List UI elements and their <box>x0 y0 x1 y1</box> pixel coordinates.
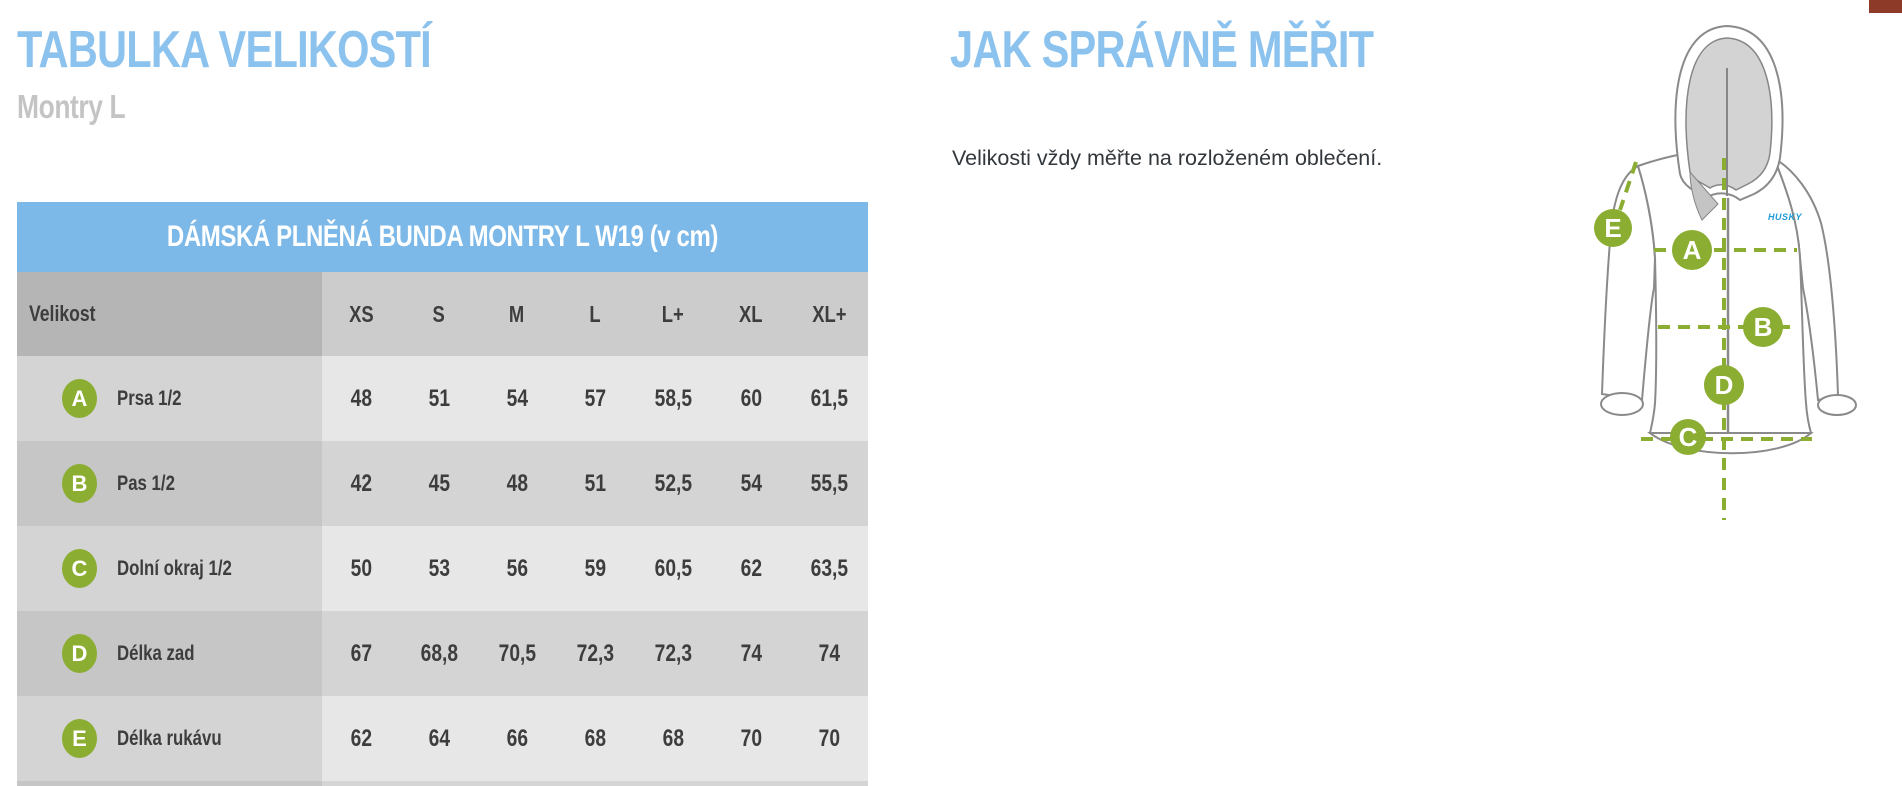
cell <box>634 696 712 781</box>
cell <box>322 696 400 781</box>
cell-text: 52,5 <box>654 469 692 497</box>
size-xlp <box>790 272 868 356</box>
measure-title-text: JAK SPRÁVNĚ MĚŘIT <box>950 21 1374 79</box>
cell-text: 67 <box>350 639 372 667</box>
jacket-hood-inner <box>1686 38 1772 190</box>
row-label: Dolní okraj 1/2 <box>117 556 232 580</box>
marker-badge-d: D <box>62 634 97 673</box>
cell <box>322 611 400 696</box>
cell-text: 60,5 <box>654 554 692 582</box>
diagram-badge-a-letter: A <box>1682 235 1702 265</box>
cell-text: 72,3 <box>576 639 614 667</box>
jacket-left-cuff <box>1601 393 1643 415</box>
jacket-measurement-diagram <box>1590 8 1895 548</box>
size-header-row <box>17 272 868 356</box>
cell-text: 50 <box>350 554 372 582</box>
size-s-text: S <box>432 300 446 327</box>
cell <box>556 441 634 526</box>
cell-text: 66 <box>506 724 528 752</box>
cell <box>478 356 556 441</box>
cell-text: 53 <box>428 554 450 582</box>
cell <box>790 526 868 611</box>
row-label: Délka rukávu <box>117 726 222 750</box>
cell <box>712 611 790 696</box>
cell-text: 54 <box>506 384 528 412</box>
table-row-pas <box>17 441 868 526</box>
cell <box>634 526 712 611</box>
size-l-text: L <box>589 300 601 327</box>
cell <box>400 696 478 781</box>
size-m <box>478 272 556 356</box>
page-title-text: TABULKA VELIKOSTÍ <box>17 21 431 79</box>
cell-text: 70 <box>740 724 762 752</box>
cell <box>556 611 634 696</box>
size-xs-text: XS <box>348 300 374 327</box>
marker-badge-b: B <box>62 464 97 503</box>
cell-text: 74 <box>740 639 762 667</box>
cell-text: 51 <box>584 469 606 497</box>
size-table <box>17 202 868 786</box>
table-row-delka-zad <box>17 611 868 696</box>
table-row-dolni-okraj <box>17 526 868 611</box>
cell <box>790 441 868 526</box>
size-s <box>400 272 478 356</box>
cutoff-label-col <box>17 781 322 786</box>
size-lp <box>634 272 712 356</box>
size-table-header <box>17 202 868 272</box>
cell-text: 60 <box>740 384 762 412</box>
cell-text: 48 <box>506 469 528 497</box>
cell-text: 70,5 <box>498 639 536 667</box>
measure-note: Velikosti vždy měřte na rozloženém oblečení. <box>952 146 1383 170</box>
cell-text: 58,5 <box>654 384 692 412</box>
page-title <box>17 22 534 78</box>
cell-text: 54 <box>740 469 762 497</box>
row-label: Délka zad <box>117 641 195 665</box>
cell <box>478 441 556 526</box>
diagram-badge-c-letter: C <box>1678 422 1698 452</box>
cell-text: 70 <box>818 724 840 752</box>
jacket-right-cuff <box>1818 395 1856 415</box>
cell-text: 64 <box>428 724 450 752</box>
product-subtitle <box>17 88 152 126</box>
cell <box>634 356 712 441</box>
cell <box>400 356 478 441</box>
row-label: Prsa 1/2 <box>117 386 182 410</box>
measure-title <box>950 22 1479 78</box>
row-label-cell <box>17 526 322 611</box>
row-label-cell <box>17 441 322 526</box>
cell-text: 45 <box>428 469 450 497</box>
cell-text: 62 <box>350 724 372 752</box>
row-label: Pas 1/2 <box>117 471 175 495</box>
cell <box>712 356 790 441</box>
marker-badge-a: A <box>62 379 97 418</box>
cell-text: 68,8 <box>420 639 458 667</box>
marker-badge-c: C <box>62 549 97 588</box>
size-table-title: DÁMSKÁ PLNĚNÁ BUNDA MONTRY L W19 (v cm) <box>166 220 719 253</box>
table-next-row-cutoff <box>17 781 868 786</box>
cell-text: 61,5 <box>810 384 848 412</box>
cell <box>712 526 790 611</box>
cell-text: 68 <box>662 724 684 752</box>
size-xs <box>322 272 400 356</box>
cell <box>634 611 712 696</box>
row-label-cell <box>17 356 322 441</box>
cell-text: 57 <box>584 384 606 412</box>
size-m-text: M <box>509 300 525 327</box>
cell <box>478 526 556 611</box>
cell <box>790 356 868 441</box>
size-column-header-text: Velikost <box>29 301 96 326</box>
cell-text: 68 <box>584 724 606 752</box>
cell-text: 48 <box>350 384 372 412</box>
cell <box>634 441 712 526</box>
cell <box>556 696 634 781</box>
size-l <box>556 272 634 356</box>
cell <box>790 611 868 696</box>
cell <box>790 696 868 781</box>
size-column-header <box>17 272 322 356</box>
size-lp-text: L+ <box>661 300 684 327</box>
cell-text: 51 <box>428 384 450 412</box>
cell <box>322 526 400 611</box>
size-xl-text: XL <box>739 300 763 327</box>
cell-text: 63,5 <box>810 554 848 582</box>
table-row-delka-rukavu <box>17 696 868 781</box>
cell <box>712 441 790 526</box>
row-label-cell <box>17 611 322 696</box>
size-xlp-text: XL+ <box>811 300 847 327</box>
cell <box>478 696 556 781</box>
cell-text: 56 <box>506 554 528 582</box>
product-subtitle-text: Montry L <box>17 88 126 125</box>
marker-badge-e: E <box>62 719 97 758</box>
cell <box>322 356 400 441</box>
cell <box>400 441 478 526</box>
table-row-prsa <box>17 356 868 441</box>
row-label-cell <box>17 696 322 781</box>
diagram-badge-b-letter: B <box>1753 312 1773 342</box>
cell-text: 74 <box>818 639 840 667</box>
diagram-badge-e-letter: E <box>1604 213 1622 243</box>
cell-text: 55,5 <box>810 469 848 497</box>
cell-text: 59 <box>584 554 606 582</box>
cell <box>322 441 400 526</box>
cell <box>712 696 790 781</box>
cell <box>400 611 478 696</box>
cell <box>556 356 634 441</box>
cell-text: 72,3 <box>654 639 692 667</box>
diagram-badge-d-letter: D <box>1714 370 1734 400</box>
cutoff-data-col <box>322 781 868 786</box>
brand-logo: HUSKY <box>1768 212 1803 222</box>
cell <box>400 526 478 611</box>
cell-text: 62 <box>740 554 762 582</box>
cell-text: 42 <box>350 469 372 497</box>
size-xl <box>712 272 790 356</box>
cell <box>478 611 556 696</box>
cell <box>556 526 634 611</box>
